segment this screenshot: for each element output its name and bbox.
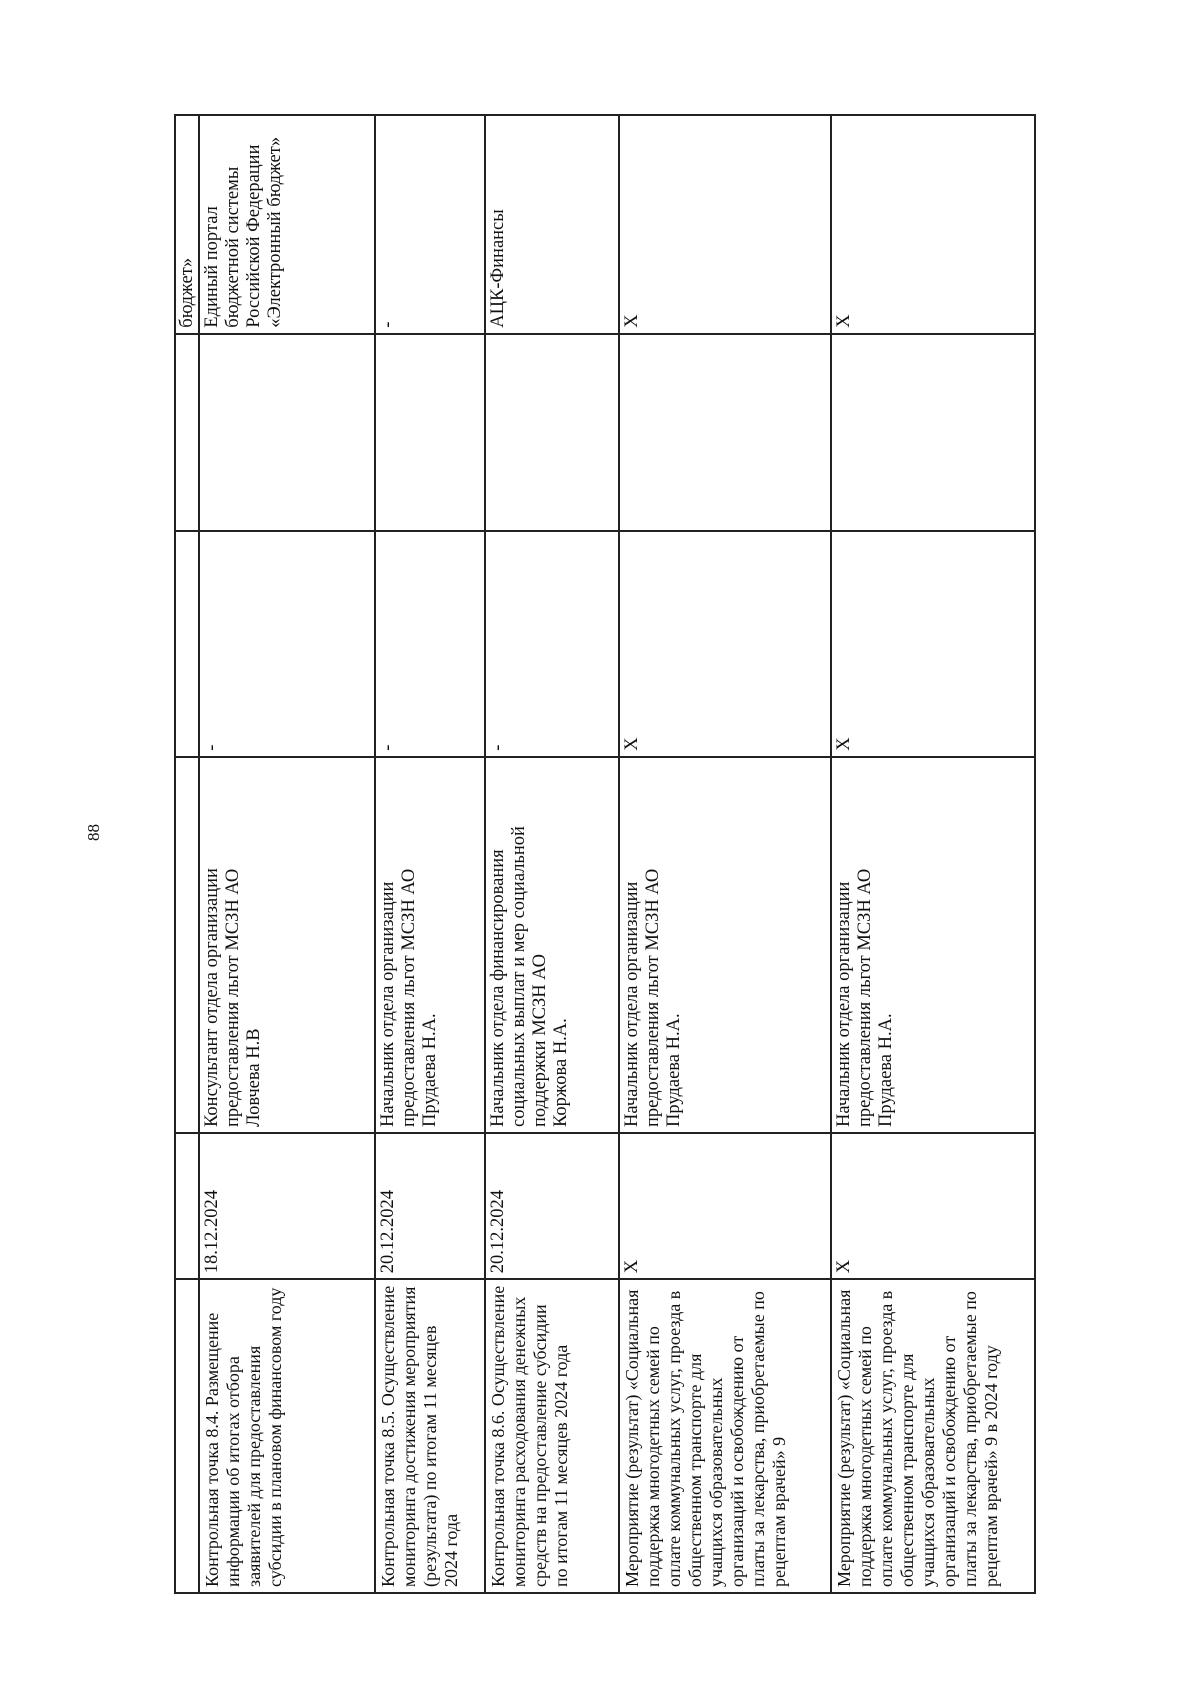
plan-table	[174, 114, 1036, 1594]
cell-col5	[831, 334, 1035, 531]
cell-system: бюджет»	[175, 115, 199, 334]
cell-col5	[485, 334, 619, 531]
cell-system: Единый портал бюджетной системы Российской Федерации «Электронный бюджет»	[199, 115, 375, 334]
cell-col4	[175, 531, 199, 757]
cell-date: 18.12.2024	[199, 1133, 375, 1279]
cell-date	[175, 1133, 199, 1279]
table-header-row	[175, 115, 199, 1593]
page-number: 88	[84, 824, 103, 841]
cell-col4: -	[485, 531, 619, 757]
cell-responsible: Начальник отдела финансирования социальных выплат и мер социальной поддержки МСЗН АО Коржова Н.А.	[485, 757, 619, 1133]
cell-responsible: Консультант отдела организации предоставления льгот МСЗН АО Ловчева Н.В	[199, 757, 375, 1133]
cell-col5	[619, 334, 831, 531]
rotated-table-container	[174, 114, 1030, 1594]
cell-system: X	[831, 115, 1035, 334]
cell-name: Контрольная точка 8.6. Осуществление мониторинга расходования денежных средств на предоставление субсидии по итогам 11 месяцев 2024 года	[485, 1279, 619, 1593]
cell-responsible: Начальник отдела организации предоставления льгот МСЗН АО Прудаева Н.А.	[619, 757, 831, 1133]
cell-col4: X	[831, 531, 1035, 757]
table-row	[375, 115, 485, 1593]
table-row	[199, 115, 375, 1593]
cell-col5	[375, 334, 485, 531]
table-row	[831, 115, 1035, 1593]
cell-system: АЦК-Финансы	[485, 115, 619, 334]
cell-date: X	[831, 1133, 1035, 1279]
cell-date: 20.12.2024	[485, 1133, 619, 1279]
table-row	[619, 115, 831, 1593]
cell-col5	[175, 334, 199, 531]
cell-name: Контрольная точка 8.5. Осуществление мониторинга достижения мероприятия (результата) по итогам 11 месяцев 2024 года	[375, 1279, 485, 1593]
cell-name: Контрольная точка 8.4. Размещение информации об итогах отбора заявителей для предоставления субсидии в плановом финансовом году	[199, 1279, 375, 1593]
cell-name	[175, 1279, 199, 1593]
cell-system: -	[375, 115, 485, 334]
cell-system: X	[619, 115, 831, 334]
cell-col4: -	[375, 531, 485, 757]
cell-responsible	[175, 757, 199, 1133]
cell-col4: -	[199, 531, 375, 757]
cell-date: X	[619, 1133, 831, 1279]
table-row	[485, 115, 619, 1593]
cell-name: Мероприятие (результат) «Социальная поддержка многодетных семей по оплате коммунальных услуг, проезда в общественном транспорте для учащихся образовательных организаций и освобождению от платы за лекарства, приобретаемые по рецептам врачей» 9 в 2024 году	[831, 1279, 1035, 1593]
cell-responsible: Начальник отдела организации предоставления льгот МСЗН АО Прудаева Н.А.	[375, 757, 485, 1133]
cell-name: Мероприятие (результат) «Социальная поддержка многодетных семей по оплате коммунальных услуг, проезда в общественном транспорте для учащихся образовательных организаций и освобождению от платы за лекарства, приобретаемые по рецептам врачей» 9	[619, 1279, 831, 1593]
cell-date: 20.12.2024	[375, 1133, 485, 1279]
cell-col4: X	[619, 531, 831, 757]
cell-col5	[199, 334, 375, 531]
cell-responsible: Начальник отдела организации предоставления льгот МСЗН АО Прудаева Н.А.	[831, 757, 1035, 1133]
